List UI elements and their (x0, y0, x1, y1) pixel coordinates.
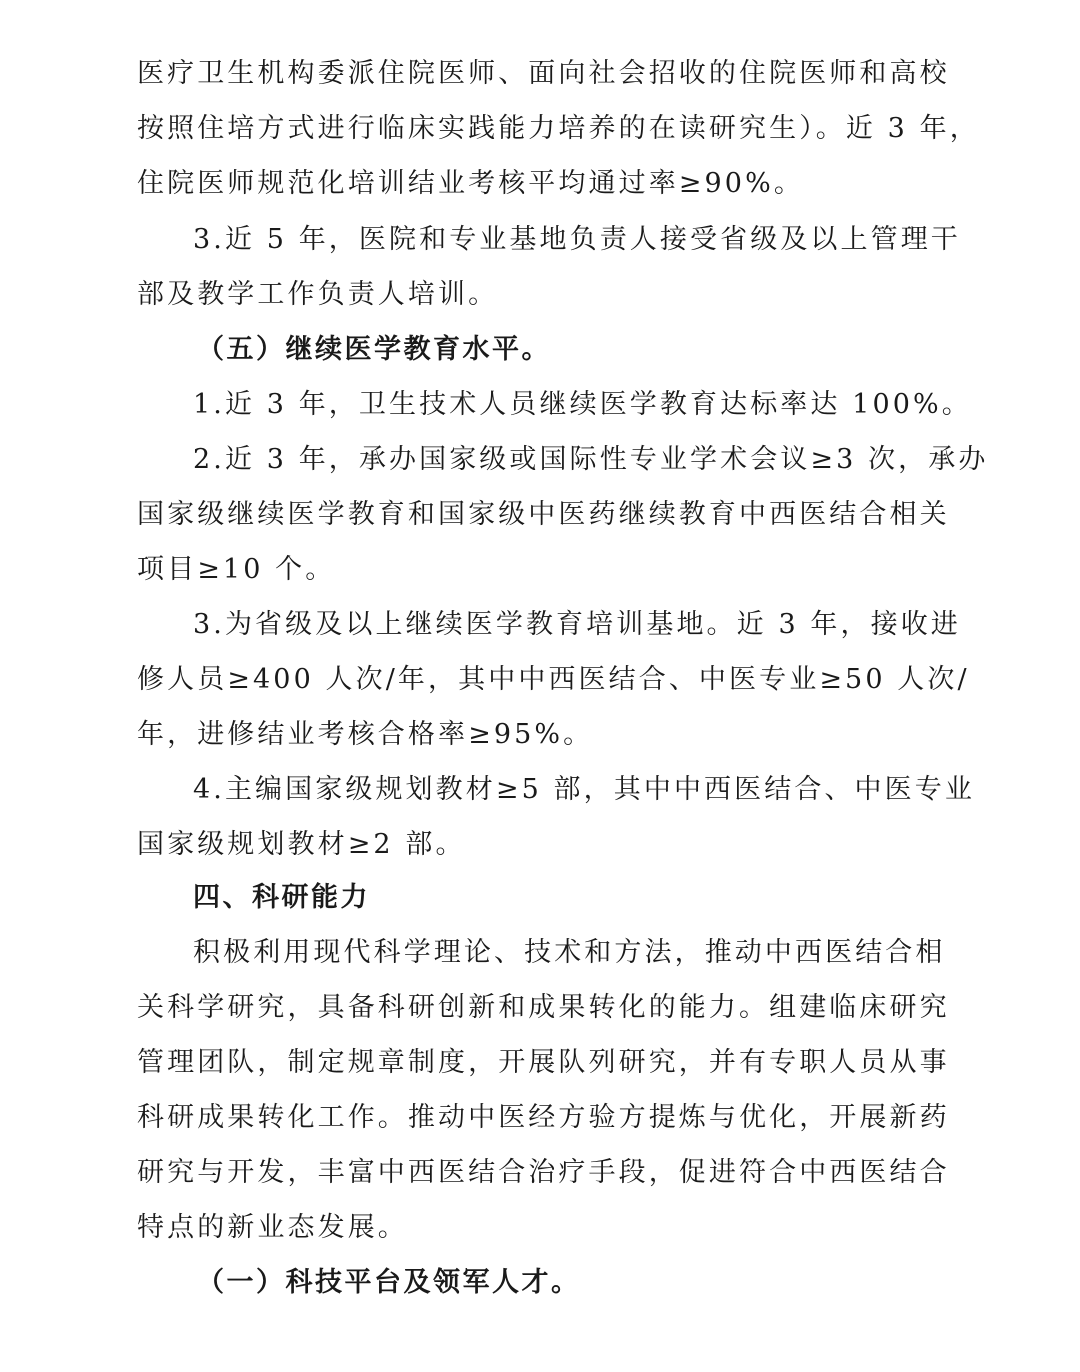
paragraph-line: 按照住培方式进行临床实践能力培养的在读研究生）。近 3 年， (137, 113, 980, 144)
section-heading-research-capability: 四、科研能力 (193, 882, 370, 913)
list-item-3-line: 年，进修结业考核合格率≥95%。 (137, 719, 594, 750)
paragraph-line: 研究与开发，丰富中西医结合治疗手段，促进符合中西医结合 (137, 1157, 950, 1188)
list-item-1-line: 1.近 3 年，卫生技术人员继续医学教育达标率达 100%。 (193, 389, 972, 420)
list-item-2-line: 项目≥10 个。 (137, 554, 336, 585)
paragraph-line: 关科学研究，具备科研创新和成果转化的能力。组建临床研究 (137, 992, 950, 1023)
section-heading-tech-platform: （一）科技平台及领军人才。 (197, 1267, 581, 1298)
list-item-2-line: 2.近 3 年，承办国家级或国际性专业学术会议≥3 次，承办 (193, 444, 989, 475)
list-item-2-line: 国家级继续医学教育和国家级中医药继续教育中西医结合相关 (137, 499, 950, 530)
list-item-3-line: 3.为省级及以上继续医学教育培训基地。近 3 年，接收进 (193, 609, 961, 640)
paragraph-line: 积极利用现代科学理论、技术和方法，推动中西医结合相 (193, 937, 946, 968)
list-item-3-line: 修人员≥400 人次/年，其中中西医结合、中医专业≥50 人次/ (137, 664, 970, 695)
paragraph-line: 医疗卫生机构委派住院医师、面向社会招收的住院医师和高校 (137, 58, 950, 89)
list-item-3-line: 3.近 5 年，医院和专业基地负责人接受省级及以上管理干 (193, 224, 961, 255)
list-item-4-line: 国家级规划教材≥2 部。 (137, 829, 466, 860)
section-heading-continuing-education: （五）继续医学教育水平。 (197, 334, 551, 365)
paragraph-line: 管理团队，制定规章制度，开展队列研究，并有专职人员从事 (137, 1047, 950, 1078)
list-item-4-line: 4.主编国家级规划教材≥5 部，其中中西医结合、中医专业 (193, 774, 975, 805)
list-item-3-line: 部及教学工作负责人培训。 (137, 279, 499, 310)
paragraph-line: 住院医师规范化培训结业考核平均通过率≥90%。 (137, 168, 804, 199)
paragraph-line: 科研成果转化工作。推动中医经方验方提炼与优化，开展新药 (137, 1102, 950, 1133)
paragraph-line: 特点的新业态发展。 (137, 1212, 408, 1243)
